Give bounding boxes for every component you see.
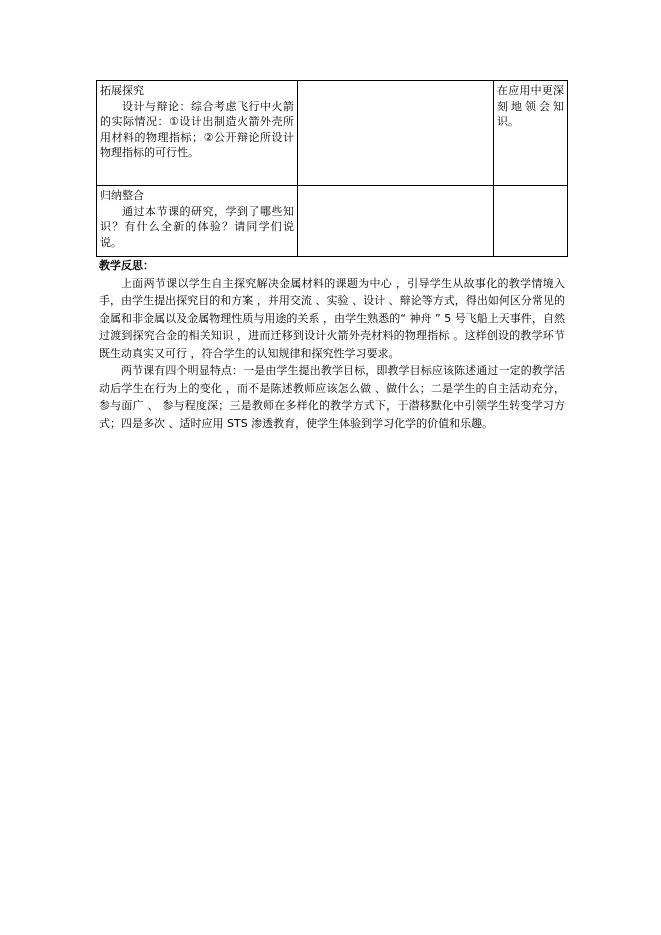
activity-title: 拓展探究 (100, 84, 144, 97)
activity-cell (97, 186, 298, 257)
lesson-table (96, 80, 568, 257)
table-row (97, 81, 568, 186)
activity-cell (97, 81, 298, 186)
teaching-reflection (99, 257, 565, 432)
design-intent-cell: 在应用中更深刻地领会知识。 (494, 81, 568, 186)
reflection-heading: 教学反思： (99, 259, 154, 272)
reflection-paragraph: 上面两节课以学生自主探究解决金属材料的课题为中心 ，引导学生从故事化的教学情境入手，由学生提出探究目的和方案 ，并用交流 、实验 、设计 、辩论等方式，得出如何区分常见的金属和非金属以及金属物理性质与用途的关系 ，由学生熟悉的“ 神舟 ” 5 号飞船上天事件，自然过渡到探究合金的相关知识 ，进而迁移到设计火箭外壳材料的物理指标 。这样创设的教学环节既生动真实又可行 ，符合学生的认知规律和探究性学习要求。 (99, 276, 565, 360)
teacher-activity-cell (298, 186, 494, 257)
activity-description: 通过本节课的研究，学到了哪些知识？有什么全新的体验？请同学们说说。 (100, 204, 294, 249)
reflection-paragraph: 两节课有四个明显特点：一是由学生提出教学目标，即教学目标应该陈述通过一定的教学活动后学生在行为上的变化 ，而不是陈述教师应该怎么做 、做什么；二是学生的自主活动充分，参与面广 、 参与程度深；三是教师在多样化的教学方式下，于潜移默化中引领学生转变学习方式；四是多次 、适时应用 STS 渗透教育，使学生体验到学习化学的价值和乐趣。 (99, 364, 565, 430)
activity-description: 设计与辩论：综合考虑飞行中火箭的实际情况：①设计出制造火箭外壳所用材料的物理指标；②公开辩论所设计物理指标的可行性。 (100, 99, 294, 159)
table-row (97, 186, 568, 257)
teacher-activity-cell (298, 81, 494, 186)
activity-title: 归纳整合 (100, 189, 144, 202)
design-intent-cell (494, 186, 568, 257)
